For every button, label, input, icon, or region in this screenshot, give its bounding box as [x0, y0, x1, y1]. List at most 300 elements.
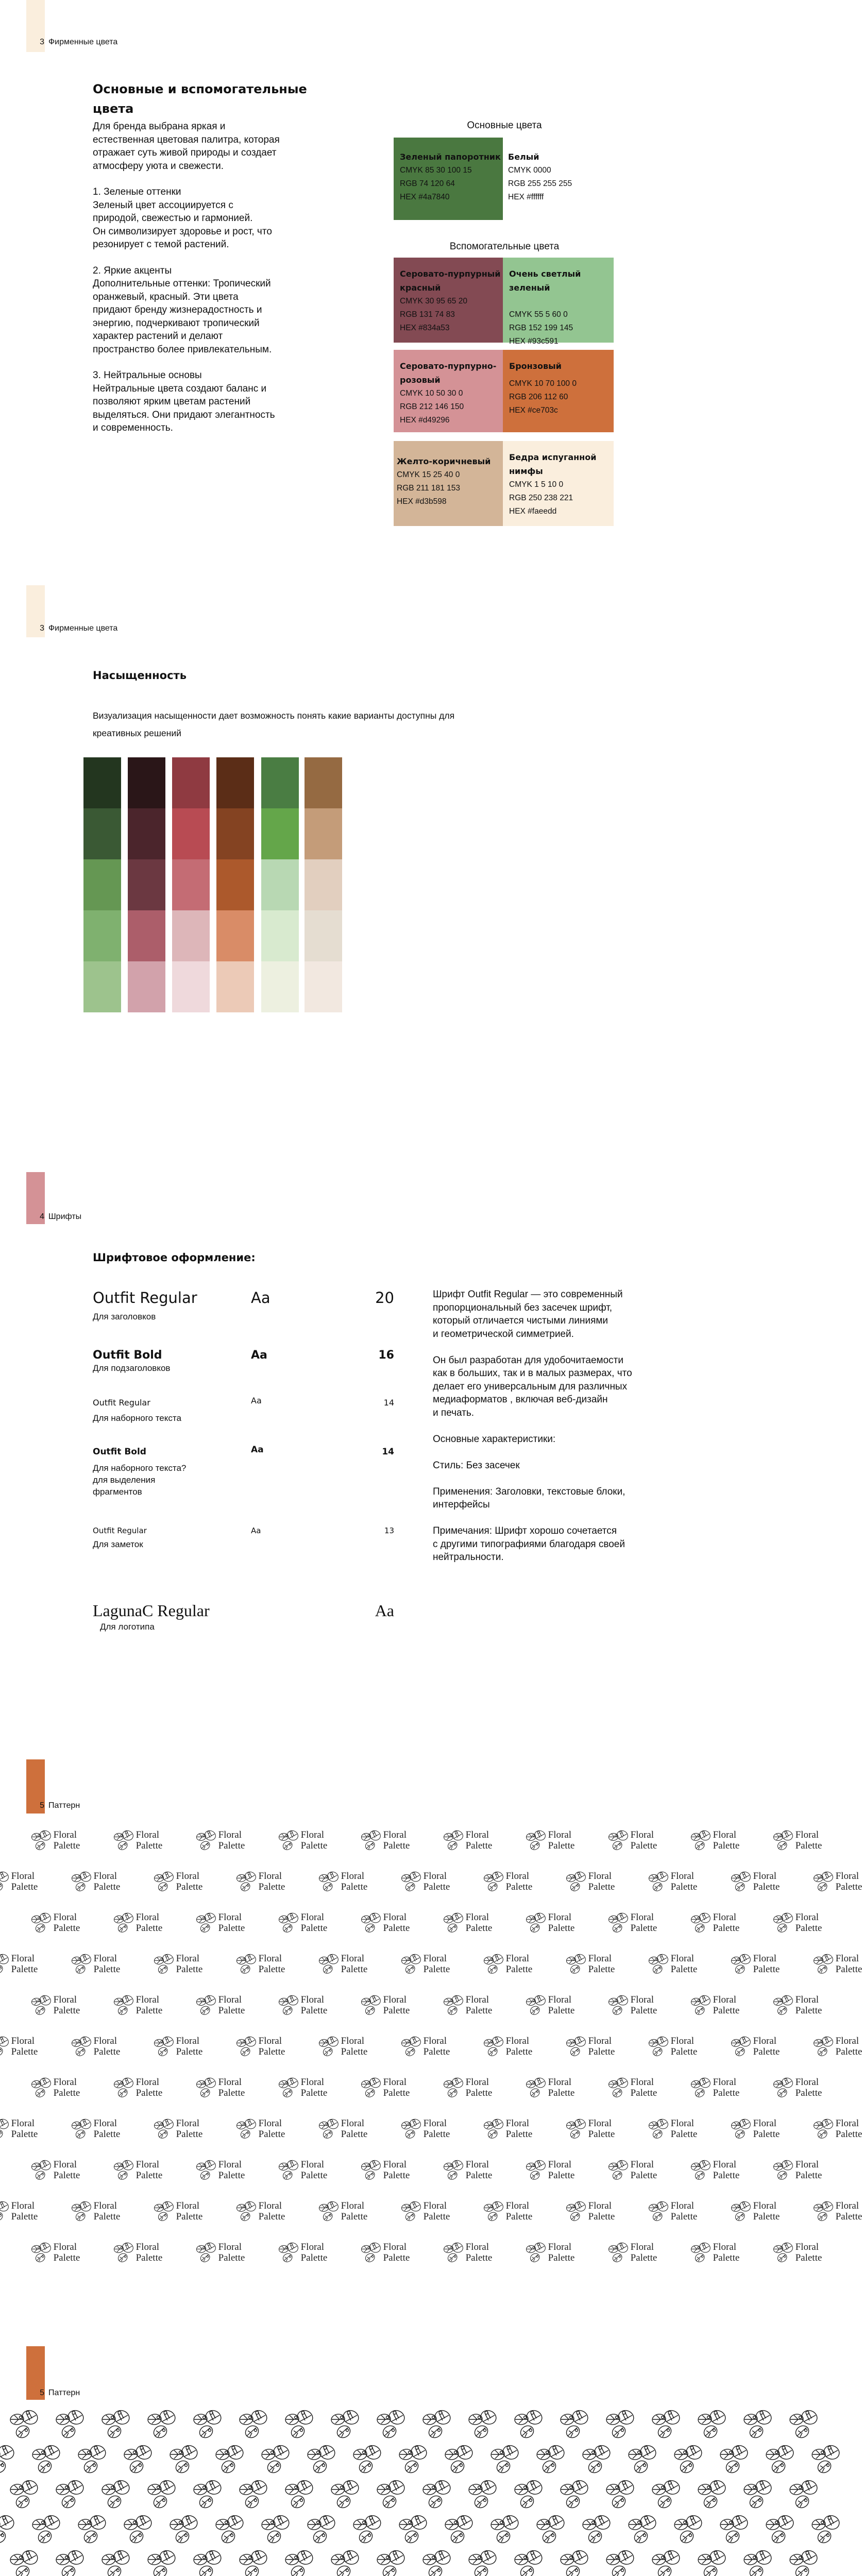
description-paragraph: Он был разработан для удобочитаемости как в больших, так и в малых размерах, что делает его универсальным для различных медиаформатов , включая веб-дизайн и печать.	[433, 1354, 632, 1418]
leaf-logo-icon	[813, 2200, 834, 2223]
logo-line: Floral	[53, 2077, 77, 2088]
logo-wordmark	[588, 2200, 615, 2222]
section-number: 5	[40, 2388, 44, 2397]
logo-line: Palette	[53, 1923, 80, 1934]
leaf-logo-icon	[690, 1911, 712, 1935]
logo-wordmark	[631, 1994, 657, 2016]
font-row	[93, 1289, 397, 1325]
saturation-description: Визуализация насыщенности дает возможность понять какие варианты доступны для креативных решений	[93, 710, 455, 738]
logo-line: Floral	[53, 2242, 77, 2253]
leaf-logo-icon	[318, 2200, 340, 2223]
font-row	[93, 1447, 397, 1498]
logo-wordmark	[796, 2077, 822, 2098]
leaf-logo-icon	[813, 2035, 834, 2058]
logo-tile	[0, 2035, 38, 2058]
leaf-logo-icon	[278, 1911, 299, 1935]
logo-wordmark	[671, 2118, 698, 2140]
color-rgb: RGB 152 199 145	[509, 324, 573, 332]
logo-line: Palette	[383, 2088, 410, 2099]
saturation-swatch	[261, 859, 299, 910]
logo-line: Palette	[795, 1923, 822, 1934]
leaf-logo-icon	[196, 1829, 217, 1852]
logo-line: Floral	[93, 1871, 117, 1882]
logo-line: Floral	[423, 2036, 447, 2047]
section-label	[38, 623, 117, 634]
logo-wordmark	[796, 2159, 822, 2181]
logo-tile	[236, 1953, 285, 1976]
logo-wordmark	[588, 2036, 615, 2057]
leaf-logo-icon	[71, 2035, 92, 2058]
color-cmyk: CMYK 1 5 10 0	[509, 480, 564, 489]
logo-tile	[196, 2241, 245, 2264]
logo-tile	[278, 1911, 327, 1935]
leaf-cluster-icon	[215, 2513, 245, 2548]
leaf-cluster-icon	[560, 2478, 589, 2513]
leaf-cluster-icon	[123, 2443, 153, 2478]
leaf-logo-icon	[361, 1994, 382, 2017]
leaf-cluster-icon	[398, 2513, 428, 2548]
logo-line: Palette	[383, 1840, 410, 1852]
logo-line: Palette	[383, 2252, 410, 2264]
logo-line: Palette	[258, 1882, 285, 1893]
color-card	[394, 441, 503, 526]
logo-line: Palette	[753, 2129, 780, 2140]
color-name: Белый	[508, 152, 539, 162]
leaf-cluster-icon	[490, 2513, 520, 2548]
logo-tile	[526, 2076, 574, 2099]
logo-line: Floral	[218, 2159, 242, 2171]
logo-line: Floral	[341, 2118, 364, 2129]
logo-line: Palette	[753, 1964, 780, 1975]
logo-line: Palette	[630, 2088, 657, 2099]
logo-tile	[483, 1953, 532, 1976]
logo-wordmark	[506, 1871, 533, 1892]
logo-wordmark	[94, 2118, 121, 2140]
color-rgb: RGB 255 255 255	[508, 179, 572, 188]
saturation-swatch	[128, 859, 165, 910]
color-hex: HEX #93c591	[509, 337, 559, 346]
logo-wordmark	[301, 2077, 328, 2098]
logo-line: Palette	[300, 1840, 328, 1852]
leaf-cluster-icon	[330, 2478, 360, 2513]
logo-line: Palette	[218, 1923, 245, 1934]
logo-line: Floral	[713, 1912, 736, 1923]
logo-tile	[526, 1994, 574, 2017]
logo-tile	[608, 2241, 657, 2264]
leaf-cluster-icon	[743, 2478, 773, 2513]
logo-wordmark	[713, 1912, 740, 1934]
logo-line: Floral	[11, 2036, 35, 2047]
color-card	[394, 350, 503, 432]
logo-line: Floral	[505, 2200, 529, 2212]
logo-wordmark	[466, 2242, 493, 2263]
logo-tile	[443, 2076, 492, 2099]
logo-tile	[361, 2076, 410, 2099]
leaf-logo-icon	[526, 1911, 547, 1935]
logo-tile	[0, 1870, 38, 1893]
logo-line: Palette	[795, 2170, 822, 2181]
logo-line: Palette	[753, 2211, 780, 2223]
leaf-cluster-icon	[468, 2548, 498, 2576]
logo-tile	[318, 2117, 367, 2141]
fonts-heading: Шрифтовое оформление:	[93, 1251, 256, 1264]
logo-wordmark	[713, 1829, 740, 1851]
logo-line: Palette	[53, 1840, 80, 1852]
saturation-swatch	[128, 910, 165, 961]
color-hex: HEX #faeedd	[509, 507, 557, 516]
leaf-logo-icon	[318, 1870, 340, 1893]
logo-line: Palette	[505, 2211, 533, 2223]
logo-wordmark	[136, 2159, 163, 2181]
font-row	[93, 1526, 397, 1557]
leaf-logo-icon	[31, 2076, 52, 2099]
logo-wordmark	[54, 2077, 80, 2098]
logo-line: Floral	[588, 2036, 612, 2047]
logo-line: Palette	[136, 2252, 163, 2264]
logo-line: Palette	[465, 2005, 493, 2016]
logo-wordmark	[631, 1912, 657, 1934]
leaf-logo-icon	[608, 1994, 629, 2017]
logo-line: Palette	[505, 1964, 533, 1975]
logo-tile	[401, 2200, 450, 2223]
logo-wordmark	[94, 2036, 121, 2057]
logo-tile	[608, 1829, 657, 1852]
logo-line: Palette	[713, 1923, 740, 1934]
logo-wordmark	[466, 2077, 493, 2098]
logo-tile	[443, 1994, 492, 2017]
font-row	[93, 1349, 397, 1380]
logo-tile	[318, 1953, 367, 1976]
logo-tile	[401, 1870, 450, 1893]
intro-paragraph: Для бренда выбрана яркая и естественная цветовая палитра, которая отражает суть живой природы и создает атмосферу уюта и свежести.	[93, 121, 280, 172]
font-usage: Для заголовков	[93, 1312, 156, 1321]
logo-line: Floral	[548, 1994, 571, 2006]
logo-wordmark	[11, 2200, 38, 2222]
logo-tile	[196, 1911, 245, 1935]
section-label	[38, 1212, 81, 1222]
saturation-swatch	[305, 910, 342, 961]
logo-tile	[113, 2076, 162, 2099]
logo-line: Palette	[300, 2005, 328, 2016]
leaf-logo-icon	[361, 2159, 382, 2182]
leaf-logo-icon	[443, 2076, 464, 2099]
leaf-logo-icon	[401, 2117, 422, 2141]
logo-line: Palette	[341, 1882, 368, 1893]
logo-tile	[731, 2117, 780, 2141]
logo-line: Floral	[795, 2242, 819, 2253]
logo-line: Floral	[795, 2077, 819, 2088]
logo-line: Palette	[341, 2129, 368, 2140]
logo-line: Palette	[465, 1840, 493, 1852]
logo-line: Floral	[218, 2242, 242, 2253]
logo-wordmark	[136, 1994, 163, 2016]
logo-line: Palette	[136, 1840, 163, 1852]
intro-paragraph: 3. Нейтральные основы Нейтральные цвета создают баланс и позволяют ярким цветам растений выделяться. Они придают элегантность и современность.	[93, 370, 275, 433]
leaf-cluster-icon	[307, 2443, 336, 2478]
logo-line: Palette	[835, 1964, 862, 1975]
leaf-logo-icon	[196, 1911, 217, 1935]
leaf-cluster-icon	[789, 2548, 819, 2576]
logo-line: Palette	[835, 1882, 862, 1893]
logo-line: Floral	[835, 1953, 859, 1964]
logo-line: Floral	[218, 1829, 242, 1841]
font-name: Outfit Regular	[93, 1289, 197, 1307]
logo-line: Palette	[218, 1840, 245, 1852]
logo-tile	[690, 1994, 739, 2017]
saturation-swatch	[216, 859, 254, 910]
leaf-cluster-icon	[789, 2478, 819, 2513]
saturation-column	[305, 757, 342, 1012]
logo-line: Palette	[423, 2046, 450, 2058]
logo-line: Floral	[300, 1994, 324, 2006]
logo-tile	[318, 2200, 367, 2223]
logo-line: Palette	[176, 2046, 203, 2058]
leaf-logo-icon	[113, 1911, 134, 1935]
logo-tile	[566, 1870, 615, 1893]
saturation-column	[261, 757, 299, 1012]
logo-wordmark	[136, 1912, 163, 1934]
leaf-logo-icon	[278, 1829, 299, 1852]
leaf-logo-icon	[113, 2159, 134, 2182]
logo-tile	[690, 2241, 739, 2264]
logo-line: Floral	[835, 2200, 859, 2212]
logo-line: Palette	[300, 2088, 328, 2099]
leaf-logo-icon	[648, 2200, 669, 2223]
leaf-cluster-icon	[765, 2513, 795, 2548]
logo-wordmark	[796, 1912, 822, 1934]
logo-line: Palette	[218, 2252, 245, 2264]
section-label	[38, 2388, 80, 2398]
leaf-logo-icon	[608, 2076, 629, 2099]
leaf-cluster-icon	[9, 2478, 39, 2513]
leaf-logo-icon	[443, 2241, 464, 2264]
leaf-logo-icon	[31, 1829, 52, 1852]
saturation-swatch	[172, 961, 210, 1012]
logo-line: Palette	[713, 2088, 740, 2099]
description-paragraph: Применения: Заголовки, текстовые блоки, интерфейсы	[433, 1486, 626, 1510]
leaf-logo-icon	[443, 2159, 464, 2182]
font-size-value: 14	[382, 1447, 394, 1457]
color-hex: HEX #834a53	[400, 324, 450, 332]
logo-line: Palette	[423, 2129, 450, 2140]
heading-line: Основные и вспомогательные	[93, 82, 307, 96]
logo-line: Palette	[713, 2252, 740, 2264]
logo-line: Palette	[136, 2088, 163, 2099]
logo-line: Palette	[795, 2005, 822, 2016]
leaf-cluster-icon	[193, 2548, 223, 2576]
logo-line: Floral	[465, 2077, 489, 2088]
font-size-value: 14	[383, 1398, 394, 1408]
color-cmyk: CMYK 10 50 30 0	[400, 389, 463, 398]
logo-line: Floral	[300, 1912, 324, 1923]
logo-line: Palette	[548, 1840, 575, 1852]
logo-line: Floral	[465, 2159, 489, 2171]
leaf-logo-icon	[483, 2200, 504, 2223]
leaf-logo-icon	[608, 1829, 629, 1852]
logo-line: Palette	[588, 1882, 615, 1893]
logo-line: Floral	[53, 1912, 77, 1923]
logo-line: Palette	[300, 1923, 328, 1934]
leaf-logo-icon	[443, 1994, 464, 2017]
logo-font-row	[93, 1601, 397, 1637]
logo-wordmark	[136, 2077, 163, 2098]
leaf-cluster-icon	[468, 2478, 498, 2513]
leaf-cluster-icon	[536, 2513, 566, 2548]
logo-wordmark	[383, 1912, 410, 1934]
logo-line: Palette	[136, 2005, 163, 2016]
leaf-logo-icon	[690, 2159, 712, 2182]
logo-tile	[361, 2241, 410, 2264]
logo-tile	[196, 2076, 245, 2099]
logo-line: Palette	[93, 1882, 121, 1893]
logo-line: Palette	[218, 2088, 245, 2099]
leaf-logo-icon	[401, 2200, 422, 2223]
logo-line: Palette	[465, 1923, 493, 1934]
logo-line: Palette	[548, 2252, 575, 2264]
intro-paragraph: 1. Зеленые оттенки Зеленый цвет ассоциируется с природой, свежестью и гармонией. Он символизирует здоровье и рост, что резонирует с темой растений.	[93, 187, 272, 250]
font-usage: Для логотипа	[100, 1622, 155, 1632]
logo-tile	[813, 2200, 862, 2223]
logo-wordmark	[11, 2036, 38, 2057]
section-title: Фирменные цвета	[48, 624, 118, 633]
leaf-cluster-icon	[582, 2513, 612, 2548]
leaf-logo-icon	[526, 1994, 547, 2017]
saturation-swatch	[83, 808, 121, 859]
logo-line: Floral	[300, 2077, 324, 2088]
logo-tile	[361, 1911, 410, 1935]
logo-wordmark	[631, 1829, 657, 1851]
logo-line: Palette	[670, 2129, 698, 2140]
logo-line: Floral	[176, 1871, 199, 1882]
leaf-cluster-icon	[651, 2408, 681, 2443]
logo-wordmark	[136, 1829, 163, 1851]
logo-tile	[566, 2200, 615, 2223]
logo-tile	[443, 2241, 492, 2264]
leaf-cluster-icon	[9, 2548, 39, 2576]
logo-line: Floral	[835, 2036, 859, 2047]
leaf-logo-icon	[0, 1870, 10, 1893]
section-title: Фирменные цвета	[48, 38, 118, 46]
logo-line: Floral	[258, 1871, 282, 1882]
leaf-logo-icon	[31, 2241, 52, 2264]
logo-tile	[0, 2200, 38, 2223]
logo-wordmark	[588, 1871, 615, 1892]
leaf-logo-icon	[566, 1870, 587, 1893]
leaf-logo-icon	[773, 1829, 794, 1852]
logo-line: Palette	[753, 1882, 780, 1893]
saturation-swatch	[305, 961, 342, 1012]
section-number: 5	[40, 1801, 44, 1810]
logo-wordmark	[341, 2118, 368, 2140]
logo-wordmark	[301, 1994, 328, 2016]
logo-line: Floral	[218, 1994, 242, 2006]
logo-line: Floral	[795, 1829, 819, 1841]
logo-wordmark	[796, 1994, 822, 2016]
font-name: Outfit Regular	[93, 1526, 147, 1535]
logo-wordmark	[548, 1829, 575, 1851]
color-card	[503, 258, 614, 346]
leaf-logo-icon	[196, 1994, 217, 2017]
leaf-logo-icon	[813, 2117, 834, 2141]
leaf-cluster-icon	[284, 2478, 314, 2513]
leaf-cluster-icon	[193, 2478, 223, 2513]
leaf-cluster-icon	[239, 2478, 268, 2513]
logo-line: Floral	[670, 2036, 694, 2047]
logo-tile	[361, 2159, 410, 2182]
saturation-swatch	[261, 961, 299, 1012]
leaf-logo-icon	[526, 2241, 547, 2264]
section-title: Паттерн	[48, 1801, 80, 1810]
logo-line: Palette	[630, 2252, 657, 2264]
logo-line: Floral	[383, 1829, 407, 1841]
description-paragraph: Примечания: Шрифт хорошо сочетается с другими типографиями благодаря своей нейтральности.	[433, 1526, 625, 1563]
logo-tile	[361, 1994, 410, 2017]
logo-tile	[278, 2076, 327, 2099]
logo-line: Floral	[383, 2242, 407, 2253]
leaf-logo-icon	[648, 1953, 669, 1976]
leaf-cluster-icon	[147, 2408, 177, 2443]
logo-tile	[401, 2117, 450, 2141]
font-name: Outfit Bold	[93, 1447, 146, 1457]
logo-tile	[566, 2117, 615, 2141]
section-label	[38, 37, 117, 47]
font-sample: Aa	[251, 1526, 261, 1535]
section-title: Паттерн	[48, 2388, 80, 2397]
logo-wordmark	[54, 1994, 80, 2016]
logo-line: Floral	[630, 1912, 654, 1923]
saturation-column	[128, 757, 165, 1012]
font-sample: Aa	[251, 1289, 271, 1307]
logo-wordmark	[383, 2077, 410, 2098]
logo-line: Palette	[53, 2170, 80, 2181]
logo-tile	[318, 1870, 367, 1893]
color-name: Бедра испуганной нимфы	[509, 452, 597, 476]
logo-line: Floral	[505, 1871, 529, 1882]
leaf-cluster-icon	[422, 2548, 452, 2576]
logo-tile	[318, 2035, 367, 2058]
logo-tile	[71, 2117, 120, 2141]
leaf-cluster-icon	[743, 2548, 773, 2576]
intro-paragraph: 2. Яркие акценты Дополнительные оттенки: Тропический оранжевый, красный. Эти цвета придают бренду жизнерадостность и энергию, подчеркивают тропический характер растений и делают пространство более привлекательным.	[93, 265, 272, 355]
leaf-logo-icon	[278, 2159, 299, 2182]
leaf-logo-icon	[0, 1953, 10, 1976]
logo-line: Floral	[341, 1953, 364, 1964]
logo-line: Floral	[588, 1953, 612, 1964]
saturation-swatch	[172, 757, 210, 808]
logo-line: Palette	[835, 2046, 862, 2058]
logo-line: Palette	[465, 2170, 493, 2181]
leaf-cluster-icon	[673, 2443, 703, 2478]
color-hex: HEX #ce703c	[509, 406, 558, 415]
logo-wordmark	[176, 1871, 203, 1892]
logo-tile	[236, 2200, 285, 2223]
logo-line: Floral	[136, 1829, 159, 1841]
logo-wordmark	[836, 2118, 862, 2140]
saturation-swatch	[305, 757, 342, 808]
logo-wordmark	[176, 2200, 203, 2222]
leaf-cluster-icon	[673, 2513, 703, 2548]
logo-line: Floral	[423, 1871, 447, 1882]
logo-wordmark	[671, 2036, 698, 2057]
leaf-logo-icon	[690, 2241, 712, 2264]
logo-wordmark	[218, 2242, 245, 2263]
logo-line: Palette	[423, 1964, 450, 1975]
intro-text	[93, 120, 371, 448]
logo-line: Palette	[630, 1840, 657, 1852]
logo-wordmark	[753, 2118, 780, 2140]
saturation-swatch	[261, 757, 299, 808]
color-rgb: RGB 206 112 60	[509, 393, 568, 401]
